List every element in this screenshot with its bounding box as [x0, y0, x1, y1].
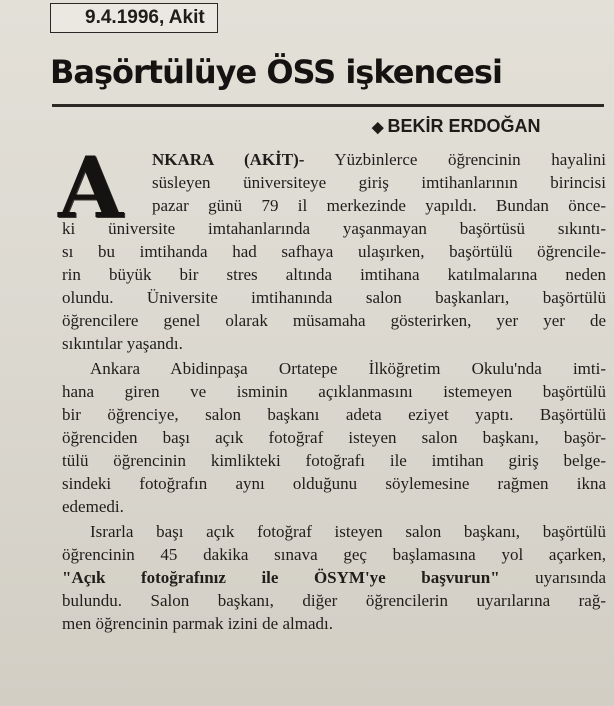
article-line: NKARA (AKİT)- Yüzbinlerce öğrencinin hayalini: [152, 150, 606, 169]
article-line: öğrenciden başı açık fotoğraf isteyen salon başkanı, başör-: [62, 428, 606, 447]
article-line: öğrencilere genel olarak müsamaha gösterirken, yer yer de: [62, 311, 606, 330]
byline-author: BEKİR ERDOĞAN: [387, 116, 541, 136]
article-line: olundu. Üniversite imtihanında salon başkanları, başörtülü: [62, 288, 606, 307]
article-line: hana giren ve isminin açıklanmasını istemeyen başörtülü: [62, 382, 606, 401]
article-line: "Açık fotoğrafınız ile ÖSYM'ye başvurun" uyarısında: [62, 568, 606, 587]
article-line: men öğrencinin parmak izini de almadı.: [62, 614, 333, 633]
article-line: edemedi.: [62, 497, 124, 516]
article-line: rin büyük bir stres altında imtihana katılmalarına neden: [62, 265, 606, 284]
article-line: bir öğrenciye, salon başkanı adeta eziyet yaptı. Başörtülü: [62, 405, 606, 424]
headline-rule: [52, 104, 604, 107]
article-line: sindeki fotoğrafın aynı olduğunu söylemesine rağmen ikna: [62, 474, 606, 493]
article-line: öğrencinin 45 dakika sınava geç başlamasına yol açarken,: [62, 545, 606, 564]
date-source-label: 9.4.1996, Akit: [50, 3, 218, 33]
article-line: süsleyen üniversiteye giriş imtihanlarının birincisi: [152, 173, 606, 192]
byline: [372, 114, 541, 140]
article-line: sıkıntılar yaşandı.: [62, 334, 183, 353]
article-line: pazar günü 79 il merkezinde yapıldı. Bundan önce-: [152, 196, 606, 215]
article-line: ki üniversite imtahanlarında yaşanmayan başörtüsü sıkıntı-: [62, 219, 606, 238]
headline: Başörtülüye ÖSS işkencesi: [50, 53, 502, 91]
article-line: tülü öğrencinin kimlikteki fotoğrafı ile imtihan giriş belge-: [62, 451, 606, 470]
article-line: Israrla başı açık fotoğraf isteyen salon başkanı, başörtülü: [90, 522, 606, 541]
article-line: bulundu. Salon başkanı, diğer öğrencilerin uyarılarına rağ-: [62, 591, 606, 610]
lead-dateline: NKARA (AKİT)-: [152, 150, 305, 169]
article-line: Ankara Abidinpaşa Ortatepe İlköğretim Okulu'nda imti-: [90, 359, 606, 378]
diamond-icon: ◆: [372, 119, 384, 136]
article-line: sı bu imtihanda had safhaya ulaşırken, başörtülü öğrencile-: [62, 242, 606, 261]
drop-cap: A: [58, 138, 124, 237]
quoted-warning: "Açık fotoğrafınız ile ÖSYM'ye başvurun": [62, 568, 500, 587]
